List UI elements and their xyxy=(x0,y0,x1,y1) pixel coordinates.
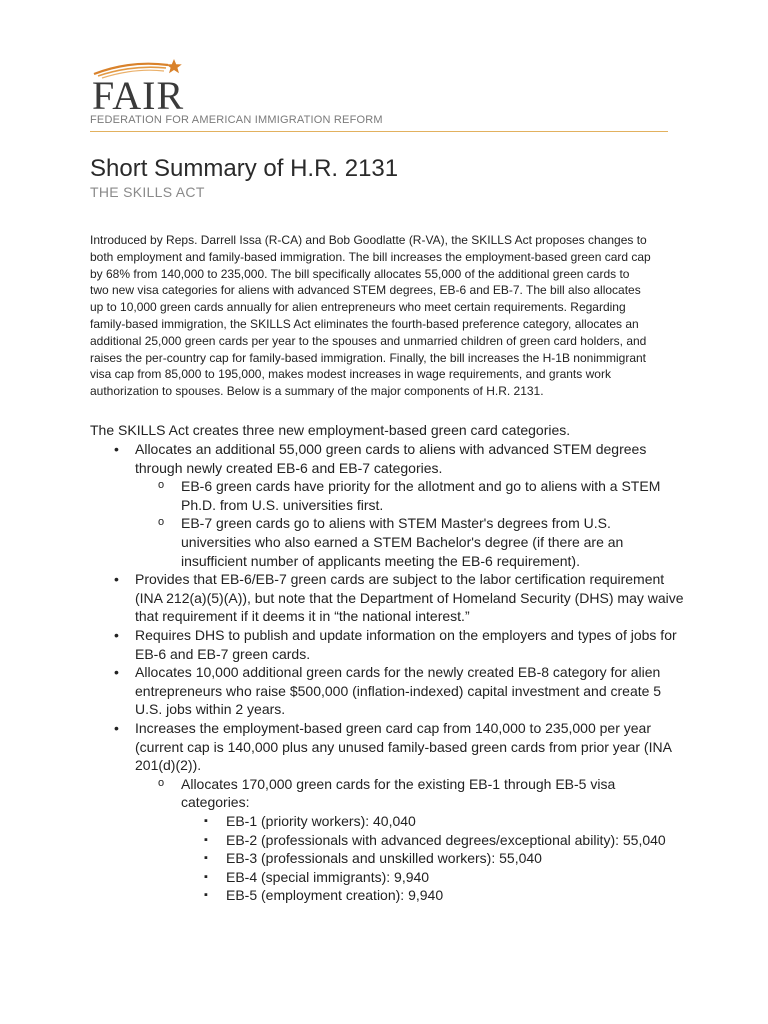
bullet-text-line: Increases the employment-based green card cap from 140,000 to 235,000 per year xyxy=(135,720,651,736)
page-title: Short Summary of H.R. 2131 xyxy=(90,155,399,182)
bullet-marker-level-2: o xyxy=(158,479,165,492)
intro-line: raises the per-country cap for family-based immigration. Finally, the bill increases the H-1B nonimmigrant xyxy=(90,350,647,365)
intro-line: visa cap from 85,000 to 195,000, makes modest increases in wage requirements, and grants work xyxy=(90,367,611,382)
bullet-marker-level-2: o xyxy=(158,516,165,529)
bullet-text-line: Allocates an additional 55,000 green cards to aliens with advanced STEM degrees xyxy=(135,441,647,457)
section-lead: The SKILLS Act creates three new employment-based green card categories. xyxy=(90,422,571,438)
bullet-text-line: U.S. jobs within 2 years. xyxy=(135,701,286,718)
bullet-text-line: (current cap is 140,000 plus any unused family-based green cards from prior year (INA xyxy=(135,738,672,755)
logo-wordmark: FAIR xyxy=(92,73,185,118)
bullet-text-line: (INA 212(a)(5)(A)), but note that the Department of Homeland Security (DHS) may waive xyxy=(135,589,684,606)
bullet-text-line: EB-2 (professionals with advanced degrees/exceptional ability): 55,040 xyxy=(226,831,666,848)
bullet-marker-level-3: ▪ xyxy=(204,815,208,827)
bullet-text-line: Provides that EB-6/EB-7 green cards are subject to the labor certification requirement xyxy=(135,571,665,588)
bullet-text-line: EB-6 and EB-7 green cards. xyxy=(135,645,311,662)
organization-name: FEDERATION FOR AMERICAN IMMIGRATION REFORM xyxy=(90,114,383,126)
bullet-text-line: EB-7 green cards go to aliens with STEM Master's degrees from U.S. xyxy=(181,515,611,532)
bullet-marker-level-1: • xyxy=(114,720,119,736)
intro-line: family-based immigration, the SKILLS Act eliminates the fourth-based preference category, allocates an xyxy=(90,316,639,331)
bullet-text-line: entrepreneurs who raise $500,000 (inflation-indexed) capital investment and create 5 xyxy=(135,682,662,699)
bullet-text-line: through newly created EB-6 and EB-7 categories. xyxy=(135,459,443,476)
bullet-text-line: Allocates 170,000 green cards for the existing EB-1 through EB-5 visa xyxy=(181,775,616,792)
bullet-text-line: Allocates 10,000 additional green cards for the newly created EB-8 category for alien xyxy=(135,664,661,681)
page-subtitle: THE SKILLS ACT xyxy=(90,184,205,200)
intro-line: by 68% from 140,000 to 235,000. The bill specifically allocates 55,000 of the additional green cards to xyxy=(90,266,630,281)
bullet-text-line: that requirement if it deems it in “the national interest.” xyxy=(135,608,470,625)
intro-line: up to 10,000 green cards annually for alien entrepreneurs who meet certain requirements. Regarding xyxy=(90,300,626,315)
bullet-text-line: EB-5 (employment creation): 9,940 xyxy=(226,887,444,904)
bullet-text-line: EB-3 (professionals and unskilled workers): 55,040 xyxy=(226,850,542,867)
bullet-text-line: insufficient number of applicants meeting the EB-6 requirement). xyxy=(181,552,580,569)
bullet-text-line: categories: xyxy=(181,794,250,811)
intro-line: both employment and family-based immigration. The bill increases the employment-based green card cap xyxy=(90,249,651,264)
bullet-text-line: Requires DHS to publish and update information on the employers and types of jobs for xyxy=(135,627,677,643)
bullet-text-line: universities who also earned a STEM Bachelor's degree (if there are an xyxy=(181,534,624,550)
bullet-text-line: EB-6 green cards have priority for the allotment and go to aliens with a STEM xyxy=(181,478,661,495)
intro-line: additional 25,000 green cards per year to the spouses and unmarried children of green card holders, and xyxy=(90,333,647,348)
bullet-marker-level-2: o xyxy=(158,776,165,789)
intro-line: Introduced by Reps. Darrell Issa (R-CA) and Bob Goodlatte (R-VA), the SKILLS Act proposes changes to xyxy=(90,233,647,247)
bullet-marker-level-1: • xyxy=(114,571,119,588)
header-divider xyxy=(90,131,668,132)
bullet-marker-level-3: ▪ xyxy=(204,833,208,846)
fair-logo xyxy=(90,56,290,118)
bullet-marker-level-1: • xyxy=(114,664,119,681)
bullet-marker-level-1: • xyxy=(114,441,119,457)
intro-line: authorization to spouses. Below is a summary of the major components of H.R. 2131. xyxy=(90,384,544,399)
bullet-text-line: EB-1 (priority workers): 40,040 xyxy=(226,813,416,829)
bullet-text-line: EB-4 (special immigrants): 9,940 xyxy=(226,868,430,885)
bullet-marker-level-3: ▪ xyxy=(204,870,208,883)
bullet-marker-level-1: • xyxy=(114,627,119,643)
bullet-text-line: Ph.D. from U.S. universities first. xyxy=(181,496,384,513)
bullet-marker-level-3: ▪ xyxy=(204,889,208,902)
intro-line: two new visa categories for aliens with advanced STEM degrees, EB-6 and EB-7. The bill also allocates xyxy=(90,283,641,298)
bullet-marker-level-3: ▪ xyxy=(204,852,208,865)
intro-paragraph xyxy=(90,232,678,400)
bullet-text-line: 201(d)(2)). xyxy=(135,757,202,774)
